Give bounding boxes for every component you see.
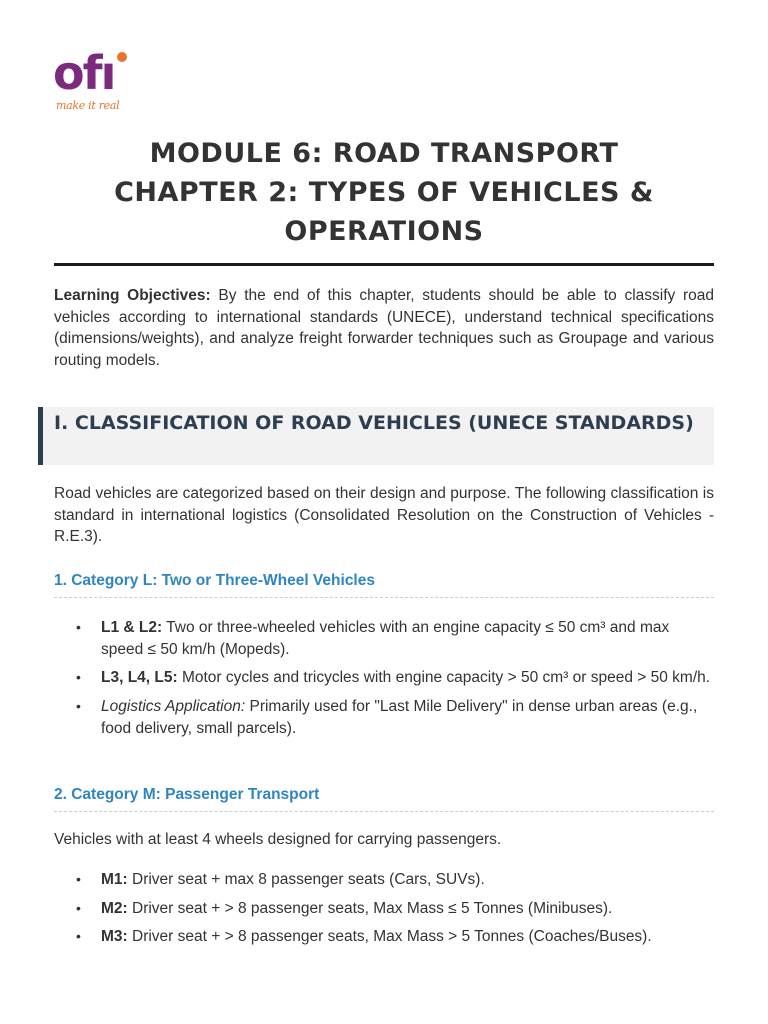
- list-item-text: Motor cycles and tricycles with engine capacity > 50 cm³ or speed > 50 km/h.: [177, 669, 711, 687]
- ofi-logo: [53, 46, 143, 120]
- list-item-text: Driver seat + max 8 passenger seats (Cars, SUVs).: [127, 871, 485, 888]
- bullet-icon: •: [76, 871, 81, 887]
- title-divider: [54, 263, 714, 266]
- section-intro: Road vehicles are categorized based on their design and purpose. The following classification is standard in international logistics (Consolidated Resolution on the Construction of Vehicles - R.E.3).: [54, 485, 714, 546]
- list-item: [54, 667, 714, 689]
- list-item-label: L3, L4, L5:: [101, 669, 178, 687]
- category-m-list: [54, 869, 714, 948]
- list-item-label: L1 & L2:: [101, 619, 163, 636]
- document-title: [54, 134, 714, 251]
- list-item: [54, 696, 714, 739]
- list-item: [54, 617, 714, 660]
- learning-objectives-label: Learning Objectives:: [54, 287, 211, 304]
- category-l-list: [54, 617, 714, 740]
- list-item-text: Primarily used for "Last Mile Delivery" in dense urban areas (e.g., food delivery, small parcels).: [101, 698, 698, 737]
- bullet-icon: •: [76, 928, 81, 945]
- learning-objectives: [54, 285, 714, 372]
- list-item-label: M3:: [101, 928, 128, 946]
- category-m-heading: 2. Category M: Passenger Transport: [54, 786, 714, 812]
- section-accent-bar: [38, 407, 43, 465]
- logo-tagline: make it real: [56, 99, 120, 112]
- category-m-intro: Vehicles with at least 4 wheels designed for carrying passengers.: [54, 831, 502, 848]
- logo-letter-f: f: [82, 46, 101, 100]
- list-item: [54, 898, 714, 920]
- bullet-icon: •: [76, 899, 81, 916]
- category-l-heading: 1. Category L: Two or Three-Wheel Vehicles: [54, 572, 714, 598]
- learning-objectives-text: By the end of this chapter, students should be able to classify road vehicles according to international standards (UNECE), understand technical specifications (dimensions/weights), and analyze freight forwarder techniques such as Groupage and various routing models.: [54, 287, 714, 370]
- logo-dot: [117, 52, 127, 62]
- list-item-text: Driver seat + > 8 passenger seats, Max Mass > 5 Tonnes (Coaches/Buses).: [127, 928, 652, 946]
- logo-wordmark: [53, 46, 115, 100]
- list-item: [54, 869, 714, 891]
- bullet-icon: •: [76, 669, 81, 686]
- bullet-icon: •: [76, 619, 81, 635]
- title-line-3: OPERATIONS: [284, 216, 484, 247]
- logo-letter-o: o: [53, 46, 83, 100]
- title-line-2: CHAPTER 2: TYPES OF VEHICLES &: [114, 177, 654, 208]
- section-heading-text: I. CLASSIFICATION OF ROAD VEHICLES (UNECE STANDARDS): [54, 412, 694, 434]
- list-item: [54, 926, 714, 948]
- logo-letter-i: ı: [100, 46, 115, 100]
- list-item-label: Logistics Application:: [101, 698, 246, 716]
- list-item-label: M2:: [101, 899, 128, 917]
- list-item-text: Two or three-wheeled vehicles with an engine capacity ≤ 50 cm³ and max speed ≤ 50 km/h (Mopeds).: [101, 619, 670, 658]
- title-line-1: MODULE 6: ROAD TRANSPORT: [149, 138, 619, 169]
- bullet-icon: •: [76, 698, 81, 715]
- section-heading-classification: [38, 407, 714, 465]
- list-item-label: M1:: [101, 871, 128, 888]
- list-item-text: Driver seat + > 8 passenger seats, Max Mass ≤ 5 Tonnes (Minibuses).: [127, 899, 613, 917]
